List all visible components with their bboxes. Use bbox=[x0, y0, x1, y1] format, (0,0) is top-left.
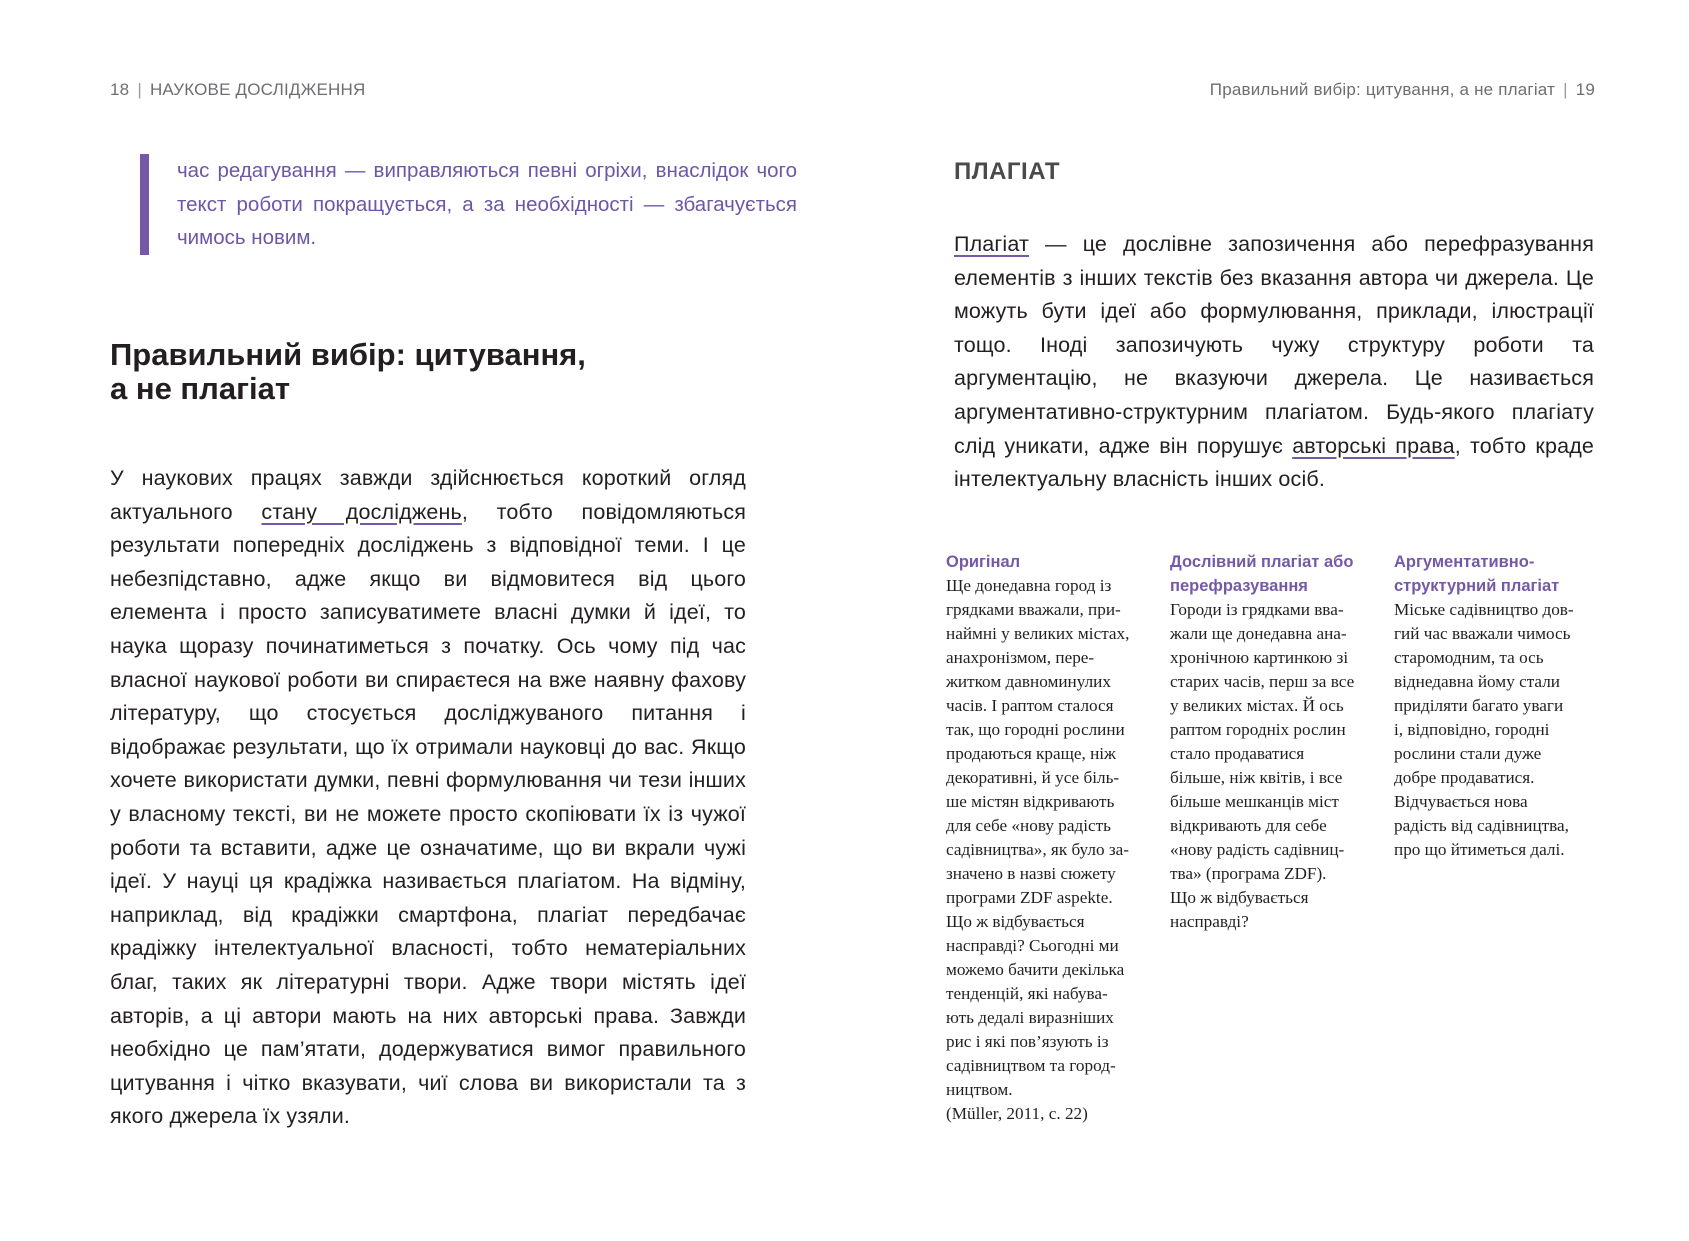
column-text: Городи із грядками вва- жали ще донедавна ана- хронічною картинкою зі старих часів, перш за все у великих містах. Й ось раптом городніх рослин стало продаватися більше, ніж квітів, і все більше мешканців міст відкривають для себе «нову радість садівниц- тва» (програма ZDF). Що ж відбувається насправді? bbox=[1170, 600, 1355, 931]
running-head-separator: | bbox=[137, 80, 142, 99]
page-number-right: 19 bbox=[1575, 80, 1595, 99]
right-page bbox=[844, 0, 1689, 1241]
column-verbatim-plagiarism bbox=[1170, 550, 1378, 934]
body-text-segment: , тобто повідомляються результати попередніх досліджень з відповідної теми. І це небезпідставно, адже якщо ви відмовитеся від цього елемента і просто записуватимете власні думки й ідеї, то наука щоразу починатиметься з початку. Ось чому під час власної наукової роботи ви спираєтеся на вже наявну фахову літературу, що стосується досліджуваного питання і відображає результати, що їх отримали науковці до вас. Якщо хочете використати думки, певні формулювання чи тези інших у власному тексті, ви не можете просто скопіювати їх із чужої роботи та вставити, адже це означатиме, що ви вкрали чужі ідеї. У науці ця крадіжка називається плагіатом. На відміну, наприклад, від крадіжки смартфона, плагіат передбачає крадіжку інтелектуальної власності, тобто нематеріальних благ, таких як літературні твори. Адже твори містять ідеї авторів, а ці автори мають на них авторські права. Завжди необхідно це пам’ятати, додержуватися вимог правильного цитування і чітко вказувати, чиї слова ви використали та з якого джерела їх узяли. bbox=[110, 499, 747, 1129]
term-link-plagiarism[interactable]: Плагіат bbox=[954, 232, 1029, 256]
section-title: Правильний вибір: цитування, а не плагіат bbox=[110, 337, 586, 406]
term-link-research-state[interactable]: стану досліджень bbox=[261, 499, 462, 524]
term-link-copyright[interactable]: авторські права bbox=[1292, 433, 1455, 458]
body-text-segment: У наукових працях завжди здійснюється короткий огляд актуального bbox=[110, 466, 746, 524]
column-text: Ще донедавна город із грядками вважали, при- наймні у великих містах, анахронізмом, пере- житком давноминулих часів. І раптом сталося так, що городні рослини продаються краще, ніж декоративні, й усе біль- ше містян відкривають для себе «нову радість садівництва», як було за- значено в назві сюжету програми ZDF aspekte. Що ж відбувається насправді? Сьогодні ми можемо бачити декілька тенденцій, які набува- ють дедалі виразніших рис і які пов’язують із садівництвом та город- ництвом. (Müller, 2011, с. 22) bbox=[946, 576, 1130, 1123]
column-title: Оригінал bbox=[946, 553, 1021, 571]
column-structural-plagiarism bbox=[1394, 550, 1602, 862]
running-head-right bbox=[1210, 80, 1595, 100]
page-number-left: 18 bbox=[110, 80, 130, 99]
column-title: Аргументативно-структурний плагіат bbox=[1394, 553, 1560, 595]
plagiarism-heading: ПЛАГІАТ bbox=[954, 158, 1060, 185]
body-paragraph-left bbox=[110, 462, 746, 1134]
body-paragraph-right bbox=[954, 228, 1594, 497]
left-page bbox=[0, 0, 844, 1241]
body-text-segment: , тобто краде інтелектуальну власність інших осіб. bbox=[954, 433, 1594, 492]
column-original bbox=[946, 550, 1154, 1126]
pullquote: час редагування — виправляються певні огріхи, внаслідок чого текст роботи покращується, а за необхідності — збагачується чимось новим. bbox=[140, 154, 797, 255]
running-head-left bbox=[110, 80, 365, 100]
column-text: Міське садівництво дов- гий час вважали чимось старомодним, та ось віднедавна йому стали приділяти багато уваги і, відповідно, городні рослини стали дуже добре продаватися. Відчувається нова радість від садівництва, про що йтиметься далі. bbox=[1394, 600, 1574, 859]
running-head-separator: | bbox=[1563, 80, 1568, 99]
running-head-title: Правильний вибір: цитування, а не плагіат bbox=[1209, 80, 1556, 99]
body-text-segment: — це дослівне запозичення або перефразування елементів з інших текстів без вказання автора чи джерела. Це можуть бути ідеї або формулювання, приклади, ілюстрації тощо. Іноді запозичують чужу структуру роботи та аргументацію, не вказуючи джерела. Це називається аргументативно-структурним плагіатом. Будь-якого плагіату слід уникати, адже він порушує bbox=[954, 232, 1594, 458]
column-title: Дослівний плагіат або перефразування bbox=[1170, 553, 1354, 595]
running-head-title: НАУКОВЕ ДОСЛІДЖЕННЯ bbox=[149, 80, 366, 99]
